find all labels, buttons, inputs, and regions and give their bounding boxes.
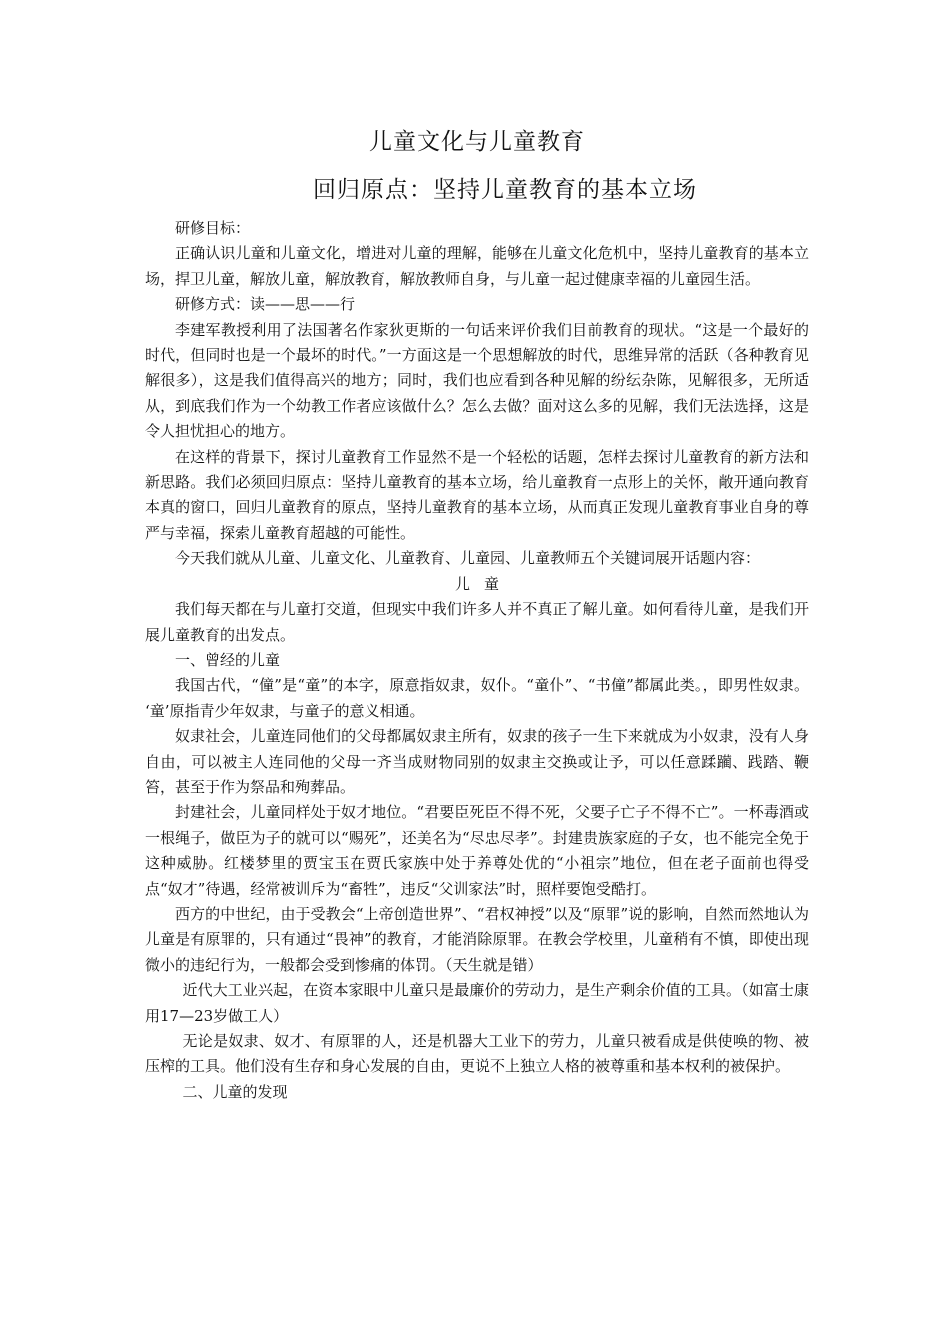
subheading-discovery-of-children: 二、儿童的发现 [182,1082,288,1101]
training-method: 研修方式：读——思——行 [175,295,356,314]
paragraph-keywords: 今天我们就从儿童、儿童文化、儿童教育、儿童园、儿童教师五个关键词展开话题内容： [175,549,761,568]
paragraph-feudal-society: 封建社会，儿童同样处于奴才地位。“君要臣死臣不得不死，父要子亡子不得不亡”。一杯毒酒或一根绳子，做臣为子的就可以“赐死”，还美名为“尽忠尽孝”。封建贵族家庭的子女，也不能完全免于这种威胁。红楼梦里的贾宝玉在贾氏家族中处于养尊处优的“小祖宗”地位，但在老子面前也得受点“奴才”待遇，经常被训斥为“畜牲”，违反“父训家法”时，照样要饱受酷打。 [145,803,809,898]
training-goal-text: 正确认识儿童和儿童文化，增进对儿童的理解，能够在儿童文化危机中，坚持儿童教育的基本立场，捍卫儿童，解放儿童，解放教育，解放教师自身，与儿童一起过健康幸福的儿童园生活。 [145,244,809,288]
document-title: 儿童文化与儿童教育 [369,129,585,155]
subheading-former-children: 一、曾经的儿童 [175,650,281,669]
section-heading-children: 儿童 [454,574,513,593]
document-body [145,122,809,1105]
paragraph-background: 在这样的背景下，探讨儿童教育工作显然不是一个轻松的话题，怎样去探讨儿童教育的新方法和新思路。我们必须回归原点：坚持儿童教育的基本立场，给儿童教育一点形上的关怀，敞开通向教育本真的窗口，回归儿童教育的原点，坚持儿童教育的基本立场，从而真正发现儿童教育事业自身的尊严与幸福，探索儿童教育超越的可能性。 [145,447,809,542]
paragraph-ancient-china: 我国古代，“僮”是“童”的本字，原意指奴隶，奴仆。“童仆”、“书僮”都属此类。，即男性奴隶。 ‘童’原指青少年奴隶，与童子的意义相通。 [145,676,809,720]
training-goal-label: 研修目标： [175,219,251,237]
paragraph-summary: 无论是奴隶、奴才、有原罪的人，还是机器大工业下的劳力，儿童只被看成是供使唤的物、被压榨的工具。他们没有生存和身心发展的自由，更说不上独立人格的被尊重和基本权利的被保护。 [145,1032,809,1076]
paragraph-slave-society: 奴隶社会，儿童连同他们的父母都属奴隶主所有，奴隶的孩子一生下来就成为小奴隶，没有人身自由，可以被主人连同他的父母一齐当成财物同别的奴隶主交换或让予，可以任意蹂躏、践踏、鞭笞，甚至于作为祭品和殉葬品。 [145,727,809,796]
paragraph-industrial-era: 近代大工业兴起，在资本家眼中儿童只是最廉价的劳动力，是生产剩余价值的工具。（如富士康用17—23岁做工人） [145,981,809,1025]
document-subtitle: 回归原点：坚持儿童教育的基本立场 [313,177,697,203]
paragraph-dickens-quote: 李建军教授利用了法国著名作家狄更斯的一句话来评价我们目前教育的现状。“这是一个最好的时代，但同时也是一个最坏的时代。”一方面这是一个思想解放的时代，思维异常的活跃（各种教育见解很多），这是我们值得高兴的地方；同时，我们也应看到各种见解的纷纭杂陈，见解很多，无所适从，到底我们作为一个幼教工作者应该做什么？怎么去做？面对这么多的见解，我们无法选择，这是令人担忧担心的地方。 [145,320,809,441]
paragraph-western-middle-ages: 西方的中世纪，由于受教会“上帝创造世界”、“君权神授”以及“原罪”说的影响，自然而然地认为儿童是有原罪的，只有通过“畏神”的教育，才能消除原罪。在教会学校里，儿童稍有不慎，即使出现微小的违纪行为，一般都会受到惨痛的体罚。（天生就是错） [145,904,809,974]
paragraph-understanding-children: 我们每天都在与儿童打交道，但现实中我们许多人并不真正了解儿童。如何看待儿童，是我们开展儿童教育的出发点。 [145,600,809,644]
